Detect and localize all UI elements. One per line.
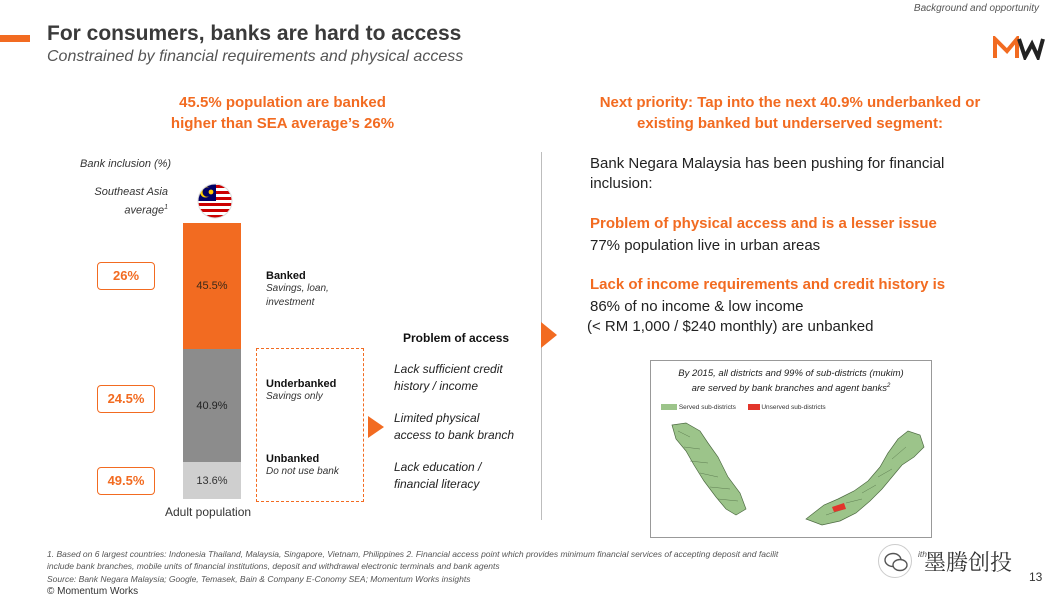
underbanked-name: Underbanked xyxy=(266,378,337,390)
bar-segment-underbanked xyxy=(183,349,241,462)
problem-item-physical-line-2: access to bank branch xyxy=(394,428,515,442)
sea-banked-value: 26% xyxy=(97,262,155,290)
right-intro-line-2: inclusion: xyxy=(590,175,653,192)
banked-desc-2: investment xyxy=(266,297,315,308)
sea-label-line-2: average xyxy=(124,204,165,217)
sea-footnote-mark: 1 xyxy=(164,204,168,211)
problem-item-physical xyxy=(394,410,514,444)
map-caption-line-1: By 2015, all districts and 99% of sub-districts (mukim) xyxy=(678,368,904,379)
footnote-1-text: 1. Based on 6 largest countries: Indonesia Thailand, Malaysia, Singapore, Vietnam, Philippines 2. Financial access point which provides minimum financial services of accepting deposit and facilit xyxy=(47,549,779,559)
banked-name: Banked xyxy=(266,270,306,282)
axis-label: Bank inclusion (%) xyxy=(80,158,172,170)
page-number: 13 xyxy=(1029,570,1043,584)
segment-label-unbanked xyxy=(266,453,339,479)
legend-served: Served sub-districts xyxy=(678,404,736,411)
segment-label-banked xyxy=(266,270,329,310)
problem-item-physical-line-1: Limited physical xyxy=(394,411,480,425)
problem-item-education-line-2: financial literacy xyxy=(394,477,480,491)
malaysia-flag-icon xyxy=(197,183,233,219)
peninsular-malaysia xyxy=(672,423,746,515)
map-caption xyxy=(651,368,931,395)
bar-segment-banked xyxy=(183,223,241,349)
point-2-title: Lack of income requirements and credit history is xyxy=(590,276,946,293)
problem-item-credit-line-1: Lack sufficient credit xyxy=(394,362,503,376)
problem-item-education-line-1: Lack education / xyxy=(394,460,482,474)
malaysia-map xyxy=(656,417,928,535)
sea-average-label xyxy=(60,185,168,219)
east-malaysia xyxy=(806,431,924,525)
large-arrow-right-icon xyxy=(541,322,557,348)
point-2-text-2: (< RM 1,000 / $240 monthly) are unbanked xyxy=(587,318,874,335)
left-headline xyxy=(120,92,445,134)
left-headline-line-2: higher than SEA average’s 26% xyxy=(170,115,395,132)
map-caption-mark: 2 xyxy=(887,383,891,389)
map-caption-line-2: are served by bank branches and agent banks xyxy=(691,383,888,395)
right-headline xyxy=(560,92,1020,134)
arrow-right-icon xyxy=(368,416,384,438)
bar-xlabel: Adult population xyxy=(165,505,252,519)
bar-value-unbanked: 13.6% xyxy=(196,474,228,487)
footnote-1-tail: ith xyxy=(918,549,927,559)
served-swatch xyxy=(661,404,677,410)
unbanked-name: Unbanked xyxy=(266,453,320,465)
banked-desc-1: Savings, loan, xyxy=(266,283,329,294)
page-title: For consumers, banks are hard to access xyxy=(47,22,462,45)
legend-unserved: Unserved sub-districts xyxy=(761,404,826,411)
bar-value-banked: 45.5% xyxy=(196,280,228,292)
wechat-logo-icon xyxy=(878,544,912,578)
problem-item-education xyxy=(394,459,481,493)
point-1-text: 77% population live in urban areas xyxy=(590,237,821,254)
copyright: © Momentum Works xyxy=(47,586,139,597)
left-headline-line-1: 45.5% population are banked xyxy=(179,94,386,111)
bar-value-underbanked: 40.9% xyxy=(196,399,228,412)
footnote-1 xyxy=(47,549,778,559)
map-panel xyxy=(650,360,932,538)
section-tag: Background and opportunity xyxy=(913,3,1039,14)
right-intro-line-1: Bank Negara Malaysia has been pushing for financial xyxy=(590,155,945,172)
bar-segment-unbanked xyxy=(183,462,241,499)
segment-label-underbanked xyxy=(266,378,336,404)
right-headline-line-2: existing banked but underserved segment: xyxy=(637,115,943,132)
problem-item-credit xyxy=(394,361,503,395)
unbanked-desc: Do not use bank xyxy=(266,466,339,477)
sea-label-line-1: Southeast Asia xyxy=(94,186,168,198)
watermark-text: 墨腾创投 xyxy=(924,551,1013,576)
unserved-swatch xyxy=(748,404,760,410)
underbanked-desc: Savings only xyxy=(266,391,323,402)
right-headline-line-1: Next priority: Tap into the next 40.9% underbanked or xyxy=(599,94,981,111)
sea-underbanked-value: 24.5% xyxy=(97,385,155,413)
problem-title: Problem of access xyxy=(403,331,510,345)
point-1-title: Problem of physical access and is a lesser issue xyxy=(590,215,937,232)
problem-item-credit-line-2: history / income xyxy=(394,379,479,393)
page-subtitle: Constrained by financial requirements and physical access xyxy=(47,48,464,65)
sea-unbanked-value: 49.5% xyxy=(97,467,155,495)
footnote-2: include bank branches, mobile units of financial institutions, deposit and withdrawal electronic terminals and bank agents xyxy=(47,561,500,571)
map-legend xyxy=(661,404,826,411)
momentum-works-logo-icon xyxy=(993,36,1045,60)
right-intro xyxy=(590,154,944,194)
source-note: Source: Bank Negara Malaysia; Google, Temasek, Bain & Company E-Conomy SEA; Momentum Works insights xyxy=(47,574,471,584)
point-2-text-1: 86% of no income & low income xyxy=(590,298,804,315)
accent-bar xyxy=(0,35,30,42)
